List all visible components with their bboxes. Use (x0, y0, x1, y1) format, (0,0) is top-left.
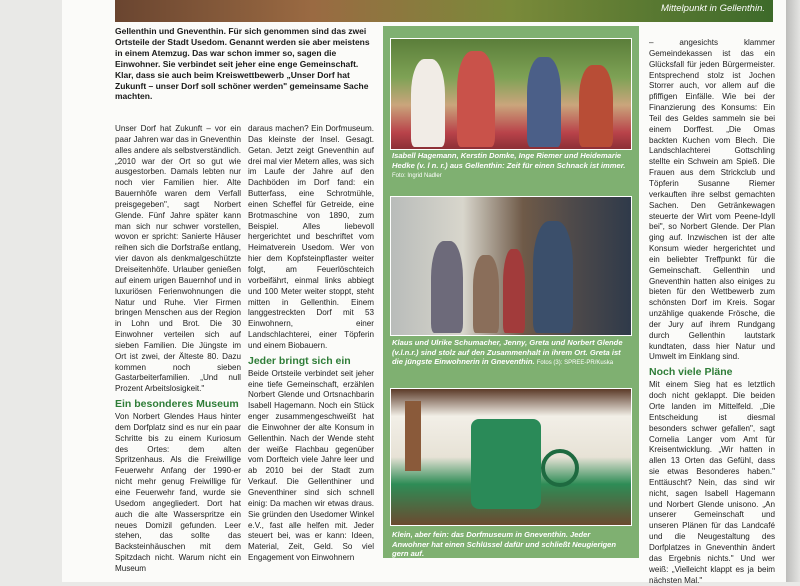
top-photo (115, 0, 773, 22)
heading-jeder-bringt: Jeder bringt sich ein (248, 354, 351, 367)
heading-museum: Ein besonderes Museum (115, 398, 239, 411)
page-edge (786, 0, 800, 582)
photo-family-group (390, 196, 632, 336)
photo-2-caption (392, 338, 628, 369)
photo-3-caption: Klein, aber fein: das Dorfmuseum in Gneventhin. Jeder Anwohner hat einen Schlüssel dafür und schließt Neugierigen gern auf. (392, 530, 617, 559)
column-1-paragraph-1: Unser Dorf hat Zukunft – vor ein paar Jahren war das in Gneventhin alles andere als selbstverständlich. „2010 war der Ort so gut wie ausgestorben. Damals lebten nur noch vier Familien hier. Alte Bauernhöfe waren dem Verfall preisgegeben", sagt Norbert Glende. Fünf Jahre später kann man sich nur schwer vorstellen, wovon er spricht: Sanierte Häuser reihen sich die Dorfstraße entlang, vier davon als denkmalgeschützte Dreiseitenhöfe. Urlauber genießen auf einem urigen Bauernhof und in luxuriösen Ferienwohnungen die Natur und Ruhe. Vier Firmen bringen Menschen aus der Region in Lohn und Brot. Die 30 Einwohner verteilen sich auf sieben Familien. Die Jüngste im Ort ist zwei, der Älteste 80. Dazu kommen noch sieben Gastarbeiterfamilien. „Und null Prozent Arbeitslosigkeit." (115, 124, 241, 394)
photo-village-museum (390, 388, 632, 526)
column-1-paragraph-2: Von Norbert Glendes Haus hinter dem Dorfplatz sind es nur ein paar Schritte bis zu einem Kuriosum des Ortes: dem alten Spritzenhaus. Als die Freiwillige Feuerwehr Anfang der 1990-er nicht mehr genug Freiwillige für eine Feuerwehr fand, wurde sie Usedom angegliedert. Dort hat auch die alte Wasserspritze ein neues Domizil gefunden. Leer stehen, das sollte das Backsteinhäuschen mit dem Spitzdach nicht. Warum nicht ein Museum (115, 412, 241, 573)
text-column-3 (649, 38, 775, 586)
photo-2-caption-text: Klaus und Ulrike Schumacher, Jenny, Greta und Norbert Glende (v.l.n.r.) sind stolz auf den Zusammenhalt in ihrem Ort. Greta ist die jüngste Einwohnerin in Gneventhin. (392, 338, 623, 367)
photo-1-caption (392, 151, 628, 182)
heading-noch-viele-plaene: Noch viele Pläne (649, 366, 733, 379)
text-column-2 (248, 124, 374, 564)
text-column-1 (115, 124, 241, 575)
top-photo-caption: Mittelpunkt in Gellenthin. (660, 3, 765, 14)
column-2-paragraph-1: daraus machen? Ein Dorfmuseum. Das kleinste der Insel. Gesagt. Getan. Jetzt zeigt Gneventhin auf drei mal vier Metern alles, was sich im Laufe der Jahre auf den Dachböden im Dorf fand: ein Butterfass, eine Schrotmühle, einen Scheffel für Getreide, eine Brotmaschine von 1890, zum Beispiel. Alles liebevoll hergerichtet und beschriftet vom Heimatverein Usedom. Wer von hier dem Kopfsteinpflaster weiter folgt, am Feuerlöschteich vorbeifährt, einmal links abbiegt und 100 Meter weiter stoppt, steht mitten in Gellenthin. Einem langgestreckten Dorf mit 53 Einwohnern, einer Landschlachterei, einer Töpferin und einem Biobauern. (248, 124, 374, 350)
photo-women-group (390, 38, 632, 150)
photo-1-caption-text: Isabell Hagemann, Kerstin Domke, Inge Riemer und Heidemarie Hedke (v. l n. r.) aus Gellenthin: Zeit für einen Schnack ist immer. (392, 151, 626, 170)
column-2-paragraph-2: Beide Ortsteile verbindet seit jeher eine tiefe Gemeinschaft, erzählen Norbert Glende und Ortsnachbarin Isabell Hagemann. Noch ein Stück enger zusammengeschweißt hat die Einwohner der alte Konsum in Gellenthin. Nach der Wende steht der weiße Flachbau gegenüber vom Dorfteich viele Jahre leer und ab 2010 bei der Stadt zum Verkauf. Die Gellenthiner und Gneventhiner sind sich schnell einig: Da machen wir etwas draus. Sie gründen den Usedomer Winkel e.V., fast alle helfen mit. Jeder steuert bei, was er kann: Ideen, Material, Zeit, Geld. So viel Engagement von Einwohnern (248, 368, 374, 563)
photo-2-credit: Fotos (3): SPREE-PR/Kuska (536, 360, 614, 367)
column-3-paragraph-2: Mit einem Sieg hat es letztlich doch nicht geklappt. Die beiden Orte landen im Mittelfeld. „Die Entscheidung ist diesmal besonders schwer gefallen", sagt Cornelia Langer vom Amt für Kreisentwicklung. „Wir hatten in allen 13 Orten das Gefühl, dass sie etwas Besonderes haben." Enttäuscht? Nein, das sind wir nicht, sagen Isabell Hagemann und Norbert Glende unisono. „An unserer Gemeinschaft und unseren Plänen für das Landcafé und die Neugestaltung des Dorfplatzes in Gneventhin ändert das Ergebnis nichts." Und wer weiß: „Vielleicht klappt es ja beim nächsten Mal." (649, 380, 775, 585)
lead-paragraph: Gellenthin und Gneventhin. Für sich genommen sind das zwei Ortsteile der Stadt Usedom. Genannt werden sie aber meistens in einem Atemzug. Das war schon immer so, sagen die Einwohner. Sie verbindet seit jeher eine enge Gemeinschaft. Klar, dass sie auch beim Kreiswettbewerb „Unser Dorf hat Zukunft – unser Dorf soll schöner werden" gemeinsame Sache machten. (115, 26, 370, 102)
column-3-paragraph-1: – angesichts klammer Gemeindekassen ist das ein Glücksfall für jeden Bürgermeister. Entsprechend stolz ist Jochen Storrer auch, vor allem auf die pfiffigen Einfälle. Wie bei der Finanzierung des Konsums: Ein Teil des Geldes sammeln sie bei einem Dorffest. „Die Omas backten Kuchen vom Blech. Die Landschlachterei Gottschling stellte ein Schwein am Spieß. Die Frauen aus dem Strickclub und Töpferin Susanne Riemer verkauften ihre selbst gemachten Sachen. Den Getränkewagen steuerte der Wirt vom Peene-Idyll bei", so Norbert Glende. Der Plan ging auf. Inzwischen ist der alte Konsum wieder hergerichtet und ein beliebter Treffpunkt für die Gemeinschaft. Gellenthin und Gneventhin hatten also einiges zu bieten für den Wettbewerb zum schönsten Dorf im Kreis. Sogar unzählige quakende Frösche, die der Jury auf ihrem Rundgang durch Gellenthin lautstark kundtaten, dass hier Natur und Umwelt im Einklang sind. (649, 38, 775, 362)
photo-1-credit: Foto: Ingrid Nadler (392, 173, 442, 180)
